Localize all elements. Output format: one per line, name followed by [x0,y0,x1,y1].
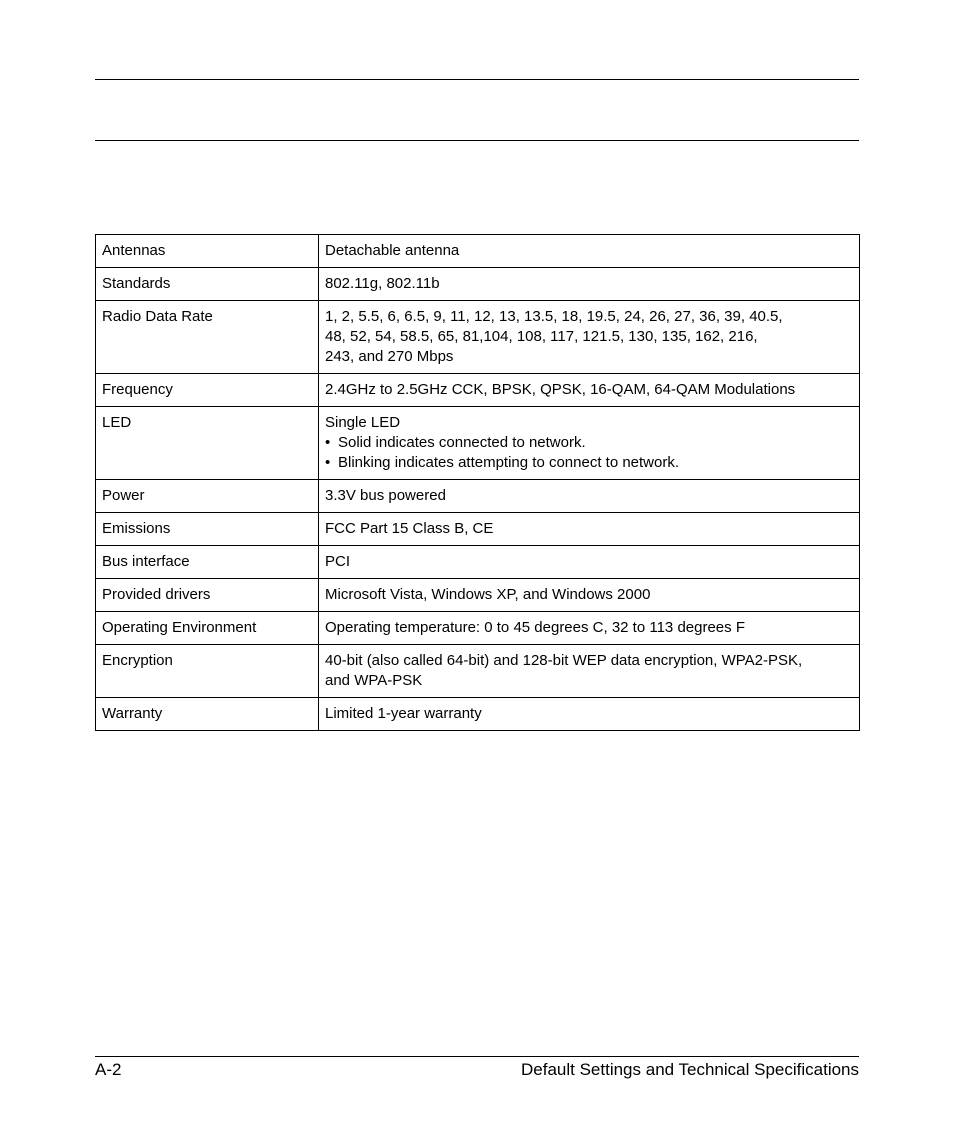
table-row [96,235,860,268]
spec-label: Warranty [96,698,319,731]
bullet-item: • Blinking indicates attempting to connect to network. [325,453,852,473]
spec-label: Frequency [96,374,319,407]
spec-value-line: 1, 2, 5.5, 6, 6.5, 9, 11, 12, 13, 13.5, 18, 19.5, 24, 26, 27, 36, 39, 40.5, [325,308,783,325]
page-number: A-2 [95,1060,122,1079]
spec-label: Encryption [96,645,319,698]
spec-value: Limited 1-year warranty [319,698,860,731]
table-row [96,513,860,546]
spec-value: PCI [319,546,860,579]
table-row [96,374,860,407]
spec-value [319,301,860,374]
bullet-item: • Solid indicates connected to network. [325,433,852,453]
spec-value: 802.11g, 802.11b [319,268,860,301]
table-row [96,480,860,513]
spec-label: Provided drivers [96,579,319,612]
table-row [96,579,860,612]
table-row [96,612,860,645]
spec-label: Bus interface [96,546,319,579]
table-row [96,645,860,698]
spec-value-line: 48, 52, 54, 58.5, 65, 81,104, 108, 117, 121.5, 130, 135, 162, 216, [325,328,758,345]
spec-value: 3.3V bus powered [319,480,860,513]
table-row [96,407,860,480]
table-row [96,301,860,374]
spec-value: Operating temperature: 0 to 45 degrees C, 32 to 113 degrees F [319,612,860,645]
footer-rule [95,1056,859,1057]
spec-value-line: and WPA-PSK [325,672,423,689]
spec-label: LED [96,407,319,480]
spec-label: Emissions [96,513,319,546]
footer-section-title: Default Settings and Technical Specifications [521,1060,859,1079]
spec-value-line: 243, and 270 Mbps [325,348,454,365]
spec-value: Microsoft Vista, Windows XP, and Windows 2000 [319,579,860,612]
spec-value-line: 40-bit (also called 64-bit) and 128-bit WEP data encryption, WPA2-PSK, [325,652,803,669]
table-row [96,546,860,579]
spec-label: Standards [96,268,319,301]
header-rule-bottom [95,140,859,141]
table-row [96,268,860,301]
spec-value [319,645,860,698]
header-rule-top [95,79,859,80]
table-row [96,698,860,731]
spec-value-line: Single LED [325,414,401,431]
specifications-table [95,234,860,731]
spec-label: Radio Data Rate [96,301,319,374]
spec-label: Antennas [96,235,319,268]
spec-value [319,407,860,480]
spec-value: 2.4GHz to 2.5GHz CCK, BPSK, QPSK, 16-QAM, 64-QAM Modulations [319,374,860,407]
spec-label: Operating Environment [96,612,319,645]
spec-value: FCC Part 15 Class B, CE [319,513,860,546]
spec-label: Power [96,480,319,513]
spec-value: Detachable antenna [319,235,860,268]
